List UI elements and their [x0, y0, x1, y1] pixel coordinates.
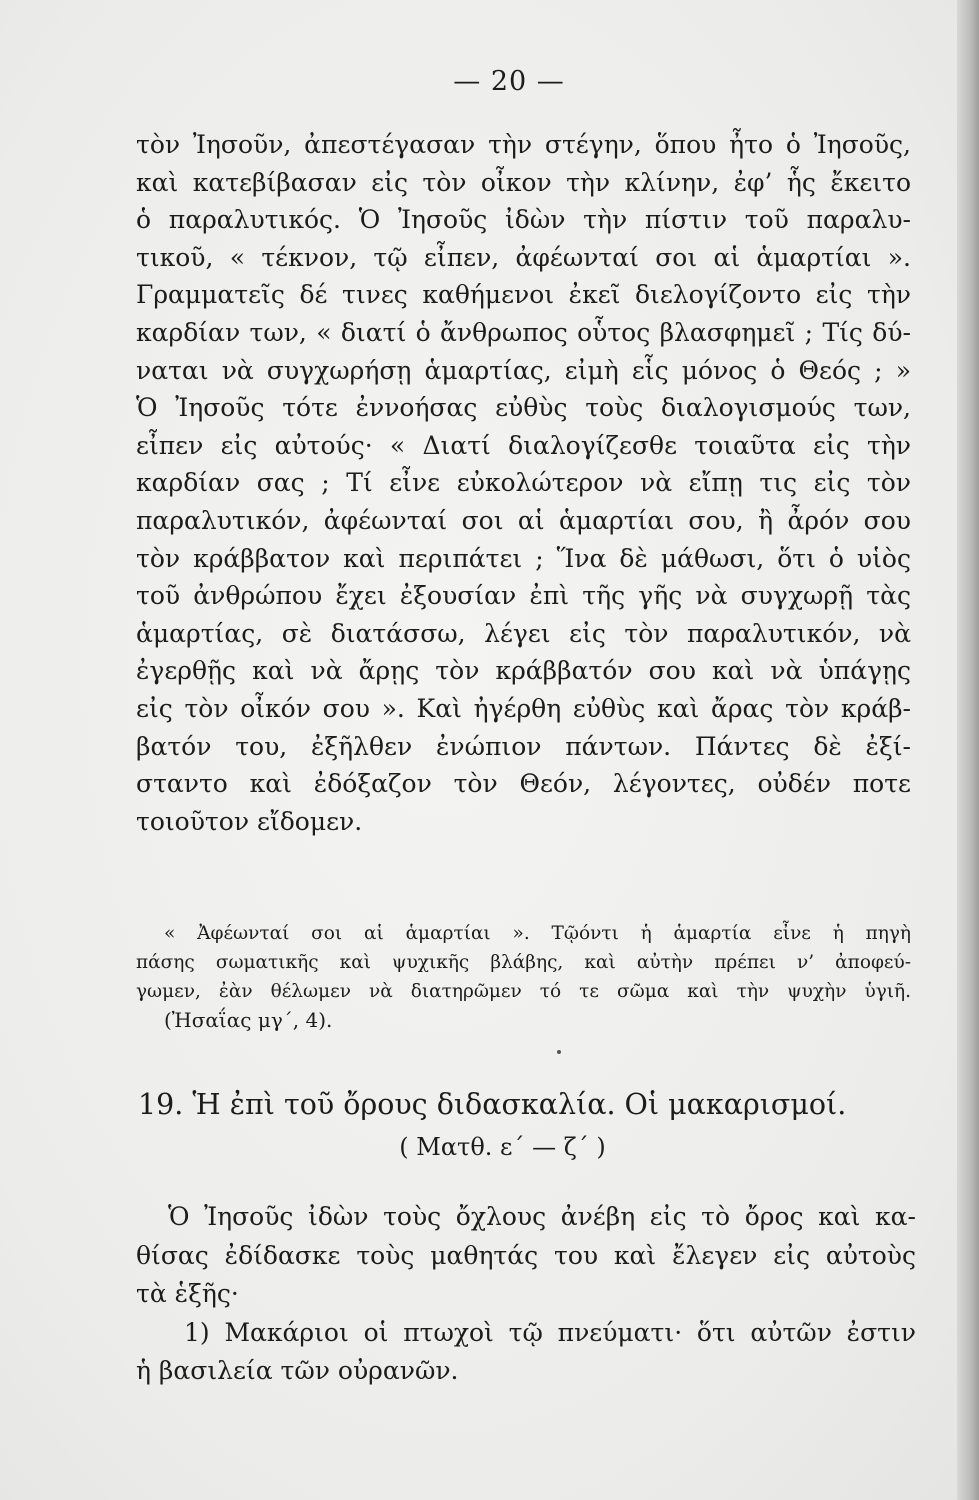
second-paragraph	[136, 1198, 916, 1391]
text-line: παραλυτικόν, ἀφέωνταί σοι αἱ ἁμαρτίαι σου, ἢ ἆρόν σου	[136, 505, 911, 535]
text-line: τὰ ἑξῆς·	[136, 1279, 239, 1308]
text-line: ἡ βασιλεία τῶν οὐρανῶν.	[136, 1356, 459, 1385]
main-paragraph	[136, 126, 911, 840]
section-heading: 19. Ἡ ἐπὶ τοῦ ὄρους διδασκαλία. Οἱ μακαρισμοί.	[138, 1088, 847, 1121]
footnote	[136, 919, 911, 1035]
text-line: βατόν του, ἐξῆλθεν ἐνώπιον πάντων. Πάντες δὲ ἐξί-	[136, 731, 911, 761]
text-line: εἰς τὸν οἶκόν σου ». Καὶ ἠγέρθη εὐθὺς καὶ ἄρας τὸν κράβ-	[136, 693, 911, 723]
text-line: Ὁ Ἰησοῦς τότε ἐννοήσας εὐθὺς τοὺς διαλογισμούς των,	[136, 393, 911, 423]
text-line: εἶπεν εἰς αὐτούς· « Διατί διαλογίζεσθε τοιαῦτα εἰς τὴν	[136, 430, 911, 460]
text-line: καρδίαν σας ; Τί εἶνε εὐκολώτερον νὰ εἴπῃ τις εἰς τὸν	[136, 468, 911, 498]
text-line: καὶ κατεβίβασαν εἰς τὸν οἶκον τὴν κλίνην, ἐφ’ ἧς ἔκειτο	[136, 167, 911, 197]
text-line: τοιοῦτον εἴδομεν.	[136, 806, 363, 836]
text-line: τὸν Ἰησοῦν, ἀπεστέγασαν τὴν στέγην, ὅπου ἦτο ὁ Ἰησοῦς,	[136, 130, 911, 159]
print-speck	[557, 1050, 561, 1054]
footnote-line: πάσης σωματικῆς καὶ ψυχικῆς βλάβης, καὶ αὐτὴν πρέπει ν’ ἀποφεύ-	[136, 952, 911, 973]
page-number: — 20 —	[453, 66, 565, 97]
footnote-line: (Ἠσαΐας μγ΄, 4).	[164, 1008, 333, 1032]
section-reference: ( Ματθ. ε΄ — ζ΄ )	[399, 1133, 606, 1161]
text-line: ἐγερθῇς καὶ νὰ ἄρῃς τὸν κράββατόν σου καὶ νὰ ὑπάγῃς	[136, 656, 911, 686]
text-line: θίσας ἐδίδασκε τοὺς μαθητάς του καὶ ἔλεγεν εἰς αὐτοὺς	[136, 1240, 916, 1270]
text-line: ναται νὰ συγχωρήσῃ ἁμαρτίας, εἰμὴ εἷς μόνος ὁ Θεός ; »	[136, 355, 911, 385]
text-line: σταντο καὶ ἐδόξαζον τὸν Θεόν, λέγοντες, οὐδέν ποτε	[136, 769, 911, 799]
footnote-line: « Ἀφέωνταί σοι αἱ ἁμαρτίαι ». Τῷόντι ἡ ἁμαρτία εἶνε ἡ πηγὴ	[164, 923, 911, 944]
text-line: τοῦ ἀνθρώπου ἔχει ἐξουσίαν ἐπὶ τῆς γῆς νὰ συγχωρῇ τὰς	[136, 581, 911, 611]
text-line: τὸν κράββατον καὶ περιπάτει ; Ἵνα δὲ μάθωσι, ὅτι ὁ υἱὸς	[136, 543, 911, 573]
page-edge-shadow	[957, 0, 979, 1500]
text-line: ἁμαρτίας, σὲ διατάσσω, λέγει εἰς τὸν παραλυτικόν, νὰ	[136, 618, 911, 648]
text-line: 1) Μακάριοι οἱ πτωχοὶ τῷ πνεύματι· ὅτι αὐτῶν ἐστιν	[184, 1317, 916, 1347]
text-line: τικοῦ, « τέκνον, τῷ εἶπεν, ἀφέωνταί σοι αἱ ἁμαρτίαι ».	[136, 242, 911, 272]
text-line: ὁ παραλυτικός. Ὁ Ἰησοῦς ἰδὼν τὴν πίστιν τοῦ παραλυ-	[136, 205, 911, 235]
text-line: Γραμματεῖς δέ τινες καθήμενοι ἐκεῖ διελογίζοντο εἰς τὴν	[136, 280, 911, 310]
text-line: Ὁ Ἰησοῦς ἰδὼν τοὺς ὄχλους ἀνέβη εἰς τὸ ὄρος καὶ κα-	[168, 1202, 916, 1231]
text-line: καρδίαν των, « διατί ὁ ἄνθρωπος οὗτος βλασφημεῖ ; Τίς δύ-	[136, 317, 911, 347]
footnote-line: γωμεν, ἐὰν θέλωμεν νὰ διατηρῶμεν τό τε σῶμα καὶ τὴν ψυχὴν ὑγιῆ.	[136, 981, 911, 1002]
